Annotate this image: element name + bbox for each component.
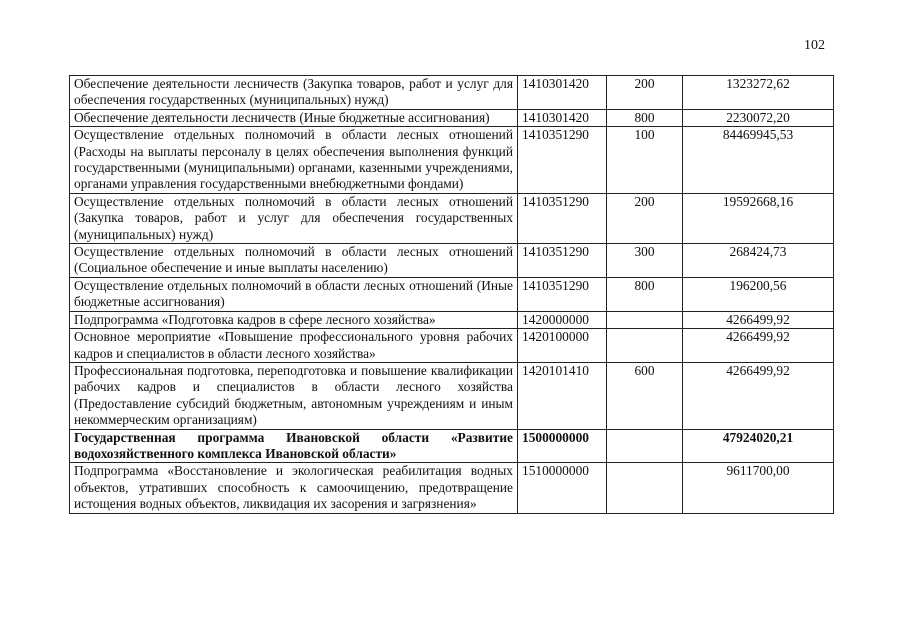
table-row [70, 329, 834, 363]
table-row [70, 463, 834, 513]
table-row [70, 193, 834, 243]
row-amount: 196200,56 [683, 277, 834, 311]
table-row [70, 429, 834, 463]
table-row [70, 311, 834, 328]
row-target-code: 1410351290 [518, 277, 607, 311]
row-expense-type: 800 [607, 277, 683, 311]
row-expense-type: 600 [607, 362, 683, 429]
row-amount: 9611700,00 [683, 463, 834, 513]
row-expense-type: 800 [607, 109, 683, 126]
row-target-code: 1510000000 [518, 463, 607, 513]
table-row [70, 277, 834, 311]
table-row [70, 76, 834, 110]
row-target-code: 1500000000 [518, 429, 607, 463]
table-row [70, 127, 834, 194]
budget-table [69, 75, 834, 514]
row-name: Осуществление отдельных полномочий в области лесных отношений (Иные бюджетные ассигнования) [70, 277, 518, 311]
row-target-code: 1420100000 [518, 329, 607, 363]
row-target-code: 1410351290 [518, 193, 607, 243]
row-amount: 47924020,21 [683, 429, 834, 463]
table-row [70, 109, 834, 126]
row-name: Профессиональная подготовка, переподготовка и повышение квалификации рабочих кадров и специалистов в области лесного хозяйства (Предоставление субсидий бюджетным, автономным учреждениям и иным некоммерческим организациям) [70, 362, 518, 429]
row-expense-type [607, 463, 683, 513]
row-name: Основное мероприятие «Повышение профессионального уровня рабочих кадров и специалистов в области лесного хозяйства» [70, 329, 518, 363]
row-name: Подпрограмма «Восстановление и экологическая реабилитация водных объектов, утративших способность к самоочищению, предотвращение истощения водных объектов, ликвидация их засорения и загрязнения» [70, 463, 518, 513]
row-expense-type [607, 429, 683, 463]
row-target-code: 1410301420 [518, 109, 607, 126]
row-target-code: 1410351290 [518, 127, 607, 194]
row-target-code: 1410301420 [518, 76, 607, 110]
row-name: Осуществление отдельных полномочий в области лесных отношений (Закупка товаров, работ и услуг для обеспечения государственных (муниципальных) нужд) [70, 193, 518, 243]
row-expense-type [607, 311, 683, 328]
row-target-code: 1410351290 [518, 244, 607, 278]
row-name: Осуществление отдельных полномочий в области лесных отношений (Социальное обеспечение и иные выплаты населению) [70, 244, 518, 278]
row-amount: 84469945,53 [683, 127, 834, 194]
row-amount: 19592668,16 [683, 193, 834, 243]
row-amount: 4266499,92 [683, 362, 834, 429]
row-expense-type [607, 329, 683, 363]
row-name: Подпрограмма «Подготовка кадров в сфере лесного хозяйства» [70, 311, 518, 328]
row-amount: 1323272,62 [683, 76, 834, 110]
table-row [70, 244, 834, 278]
row-amount: 4266499,92 [683, 311, 834, 328]
row-target-code: 1420000000 [518, 311, 607, 328]
row-expense-type: 300 [607, 244, 683, 278]
table-row [70, 362, 834, 429]
row-name: Государственная программа Ивановской области «Развитие водохозяйственного комплекса Ивановской области» [70, 429, 518, 463]
row-name: Обеспечение деятельности лесничеств (Иные бюджетные ассигнования) [70, 109, 518, 126]
row-amount: 4266499,92 [683, 329, 834, 363]
row-name: Осуществление отдельных полномочий в области лесных отношений (Расходы на выплаты персоналу в целях обеспечения выполнения функций государственными (муниципальными) органами, казенными учреждениями, органами управления государственными внебюджетными фондами) [70, 127, 518, 194]
row-expense-type: 200 [607, 76, 683, 110]
row-expense-type: 200 [607, 193, 683, 243]
row-expense-type: 100 [607, 127, 683, 194]
row-amount: 268424,73 [683, 244, 834, 278]
row-target-code: 1420101410 [518, 362, 607, 429]
row-amount: 2230072,20 [683, 109, 834, 126]
page-number: 102 [804, 38, 825, 53]
row-name: Обеспечение деятельности лесничеств (Закупка товаров, работ и услуг для обеспечения государственных (муниципальных) нужд) [70, 76, 518, 110]
